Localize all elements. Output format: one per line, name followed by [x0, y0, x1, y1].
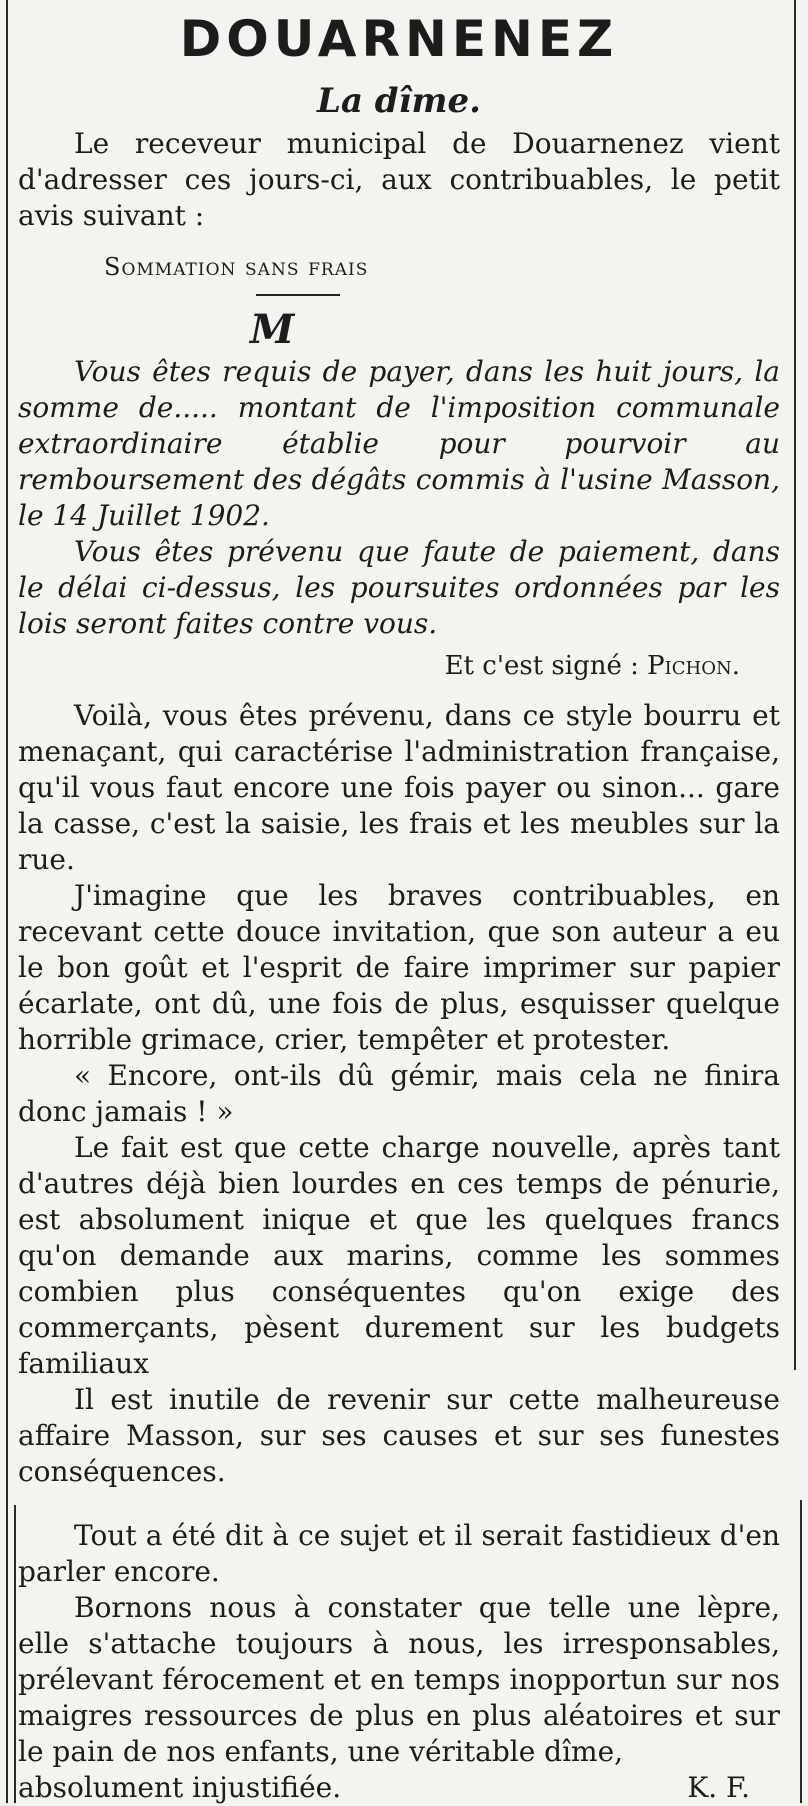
- signature-prefix: Et c'est signé :: [444, 651, 648, 681]
- body-paragraph-1: Voilà, vous êtes prévenu, dans ce style bourru et menaçant, qui caractérise l'administration française, qu'il vous faut encore une fois payer ou sinon... gare la casse, c'est la saisie, les frais et les meubles sur la rue.: [18, 699, 780, 876]
- article: [18, 0, 780, 1806]
- closing-line: [18, 1770, 780, 1806]
- notice-paragraph-1: Vous êtes requis de payer, dans les huit jours, la somme de..... montant de l'imposition communale extraordinaire établie pour pourvoir au remboursement des dégâts commis à l'usine Masson, le 14 Juillet 1902.: [18, 355, 780, 532]
- article-headline: DOUARNENEZ: [179, 10, 619, 68]
- notice-paragraph-2: Vous êtes prévenu que faute de paiement, dans le délai ci-dessus, les poursuites ordonnées par les lois seront faites contre vous.: [18, 535, 780, 640]
- closing-text: absolument injustifiée.: [18, 1771, 342, 1804]
- notice-block: [18, 354, 780, 642]
- body-paragraph-2: J'imagine que les braves contribuables, en recevant cette douce invitation, que son auteur a eu le bon goût et l'esprit de faire imprimer sur papier écarlate, ont dû, une fois de plus, esquisser quelque horrible grimace, crier, tempêter et protester.: [18, 879, 780, 1056]
- body-paragraph-3: « Encore, ont-ils dû gémir, mais cela ne finira donc jamais ! »: [18, 1059, 780, 1128]
- column-rule-right-lower: [800, 1500, 802, 1803]
- salutation: M: [250, 306, 295, 353]
- article-subhead: La dîme.: [317, 81, 481, 121]
- signature-name: Pichon.: [647, 651, 740, 681]
- column-rule-left: [6, 0, 8, 1803]
- signature-line: [18, 648, 740, 684]
- column-rule-left-lower: [14, 1505, 16, 1803]
- intro-paragraph: Le receveur municipal de Douarnenez vient d'adresser ces jours-ci, aux contribuables, le petit avis suivant :: [18, 127, 780, 232]
- column-rule-right: [794, 0, 796, 1370]
- divider-rule: [256, 294, 340, 296]
- sommation-heading: Sommation sans frais: [104, 253, 369, 281]
- body-paragraph-5: Il est inutile de revenir sur cette malheureuse affaire Masson, sur ses causes et sur ses funestes conséquences.: [18, 1383, 780, 1488]
- column-break: [18, 1490, 780, 1518]
- author-initials: K. F.: [687, 1771, 750, 1804]
- body-paragraph-6: Tout a été dit à ce sujet et il serait fastidieux d'en parler encore.: [18, 1519, 780, 1588]
- body-paragraph-7: Bornons nous à constater que telle une lèpre, elle s'attache toujours à nous, les irresponsables, prélevant férocement et en temps inopportun sur nos maigres ressources de plus en plus aléatoires et sur le pain de nos enfants, une véritable dîme,: [18, 1591, 780, 1768]
- body-paragraph-4: Le fait est que cette charge nouvelle, après tant d'autres déjà bien lourdes en ces temps de pénurie, est absolument inique et que les quelques francs qu'on demande aux marins, comme les sommes combien plus conséquentes qu'on exige des commerçants, pèsent durement sur les budgets familiaux: [18, 1131, 780, 1380]
